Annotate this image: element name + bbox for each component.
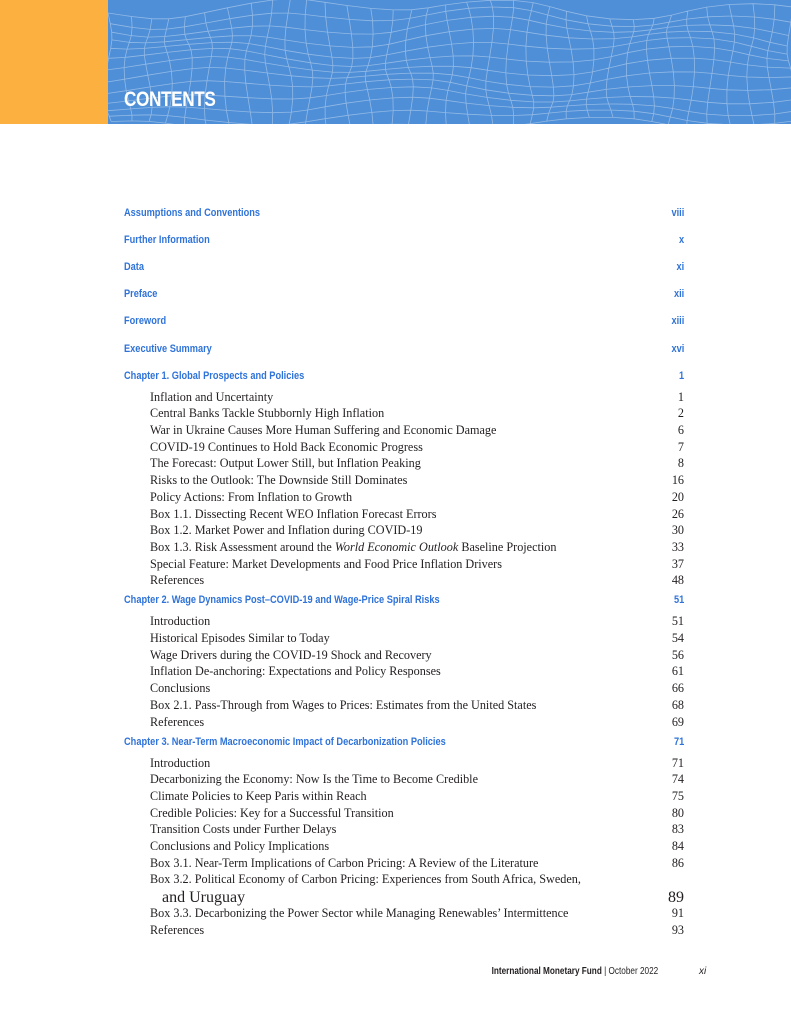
toc-entry[interactable] [124,872,684,888]
toc-entry[interactable] [124,557,684,573]
toc-entry[interactable] [124,423,684,439]
toc-entry-title: Chapter 1. Global Prospects and Policies [124,369,305,382]
toc-entry[interactable] [124,772,684,788]
header-banner [0,0,791,124]
toc-entry-page: 84 [671,839,684,853]
toc-entry[interactable] [124,261,684,277]
footer-page-number: xi [699,966,707,977]
toc-entry-page: xii [673,288,684,301]
toc-entry-page: 80 [671,805,684,820]
toc-entry-page: 1 [677,389,684,404]
toc-entry-page: 51 [671,614,684,629]
toc-entry[interactable] [124,715,684,731]
toc-entry-title: Chapter 2. Wage Dynamics Post–COVID-19 and Wage-Price Spiral Risks [124,594,440,607]
toc-entry-title: Wage Drivers during the COVID-19 Shock and Recovery [150,647,432,662]
toc-entry[interactable] [124,343,684,359]
toc-entry-page: xiii [671,315,684,328]
toc-entry-title: Special Feature: Market Developments and Food Price Inflation Drivers [150,556,502,571]
toc-entry[interactable] [124,856,684,872]
toc-entry-page: 66 [671,681,684,696]
toc-entry-page: 71 [671,755,684,770]
toc-entry[interactable] [124,594,684,610]
toc-entry-page: 33 [671,539,684,554]
toc-entry-title: War in Ukraine Causes More Human Suffering and Economic Damage [150,423,497,437]
toc-entry[interactable] [124,390,684,406]
footer-organization: International Monetary Fund [491,966,602,977]
toc-entry-title: Conclusions [150,681,211,696]
toc-entry-title: Box 3.1. Near-Term Implications of Carbon Pricing: A Review of the Literature [150,855,539,870]
toc-entry-title: Risks to the Outlook: The Downside Still Dominates [150,473,408,488]
toc-entry-page: 1 [678,369,684,382]
toc-entry[interactable] [124,440,684,456]
page-footer [0,966,791,980]
toc-entry-title: COVID-19 Continues to Hold Back Economic Progress [150,439,423,454]
toc-entry-title: Credible Policies: Key for a Successful Transition [150,805,394,820]
toc-entry[interactable] [124,573,684,589]
toc-entry[interactable] [124,315,684,331]
toc-entry-title: Further Information [124,234,210,247]
toc-entry-title: Decarbonizing the Economy: Now Is the Time to Become Credible [150,772,478,787]
toc-entry-page: 56 [671,647,684,662]
toc-entry-title: Foreword [124,315,167,328]
toc-entry[interactable] [124,614,684,630]
toc-entry-title: Central Banks Tackle Stubbornly High Inflation [150,406,385,421]
page-title: CONTENTS [124,88,216,111]
toc-entry-page: 89 [668,889,684,907]
toc-entry[interactable] [124,473,684,489]
toc-entry-title: Inflation and Uncertainty [150,389,274,404]
toc-entry-page: 6 [677,423,684,437]
toc-entry[interactable] [124,288,684,304]
footer-date: October 2022 [608,966,658,977]
toc-entry-title: References [150,922,205,937]
toc-entry[interactable] [124,648,684,664]
toc-entry-page: 83 [671,822,684,837]
toc-entry-page: 51 [673,594,684,607]
toc-entry-title: Conclusions and Policy Implications [150,839,330,853]
toc-entry-page: 74 [671,772,684,787]
toc-entry[interactable] [124,370,684,386]
toc-entry-title: Preface [124,288,158,301]
toc-entry-title: Box 1.3. Risk Assessment around the World Economic Outlook Baseline Projection [150,539,557,554]
toc-entry-title: and Uruguay [162,889,246,907]
banner-orange-block [0,0,108,124]
toc-entry-page: 20 [671,489,684,504]
toc-entry-title: Transition Costs under Further Delays [150,822,337,837]
toc-entry-page: 68 [671,697,684,712]
toc-entry-title: Policy Actions: From Inflation to Growth [150,489,353,504]
toc-entry[interactable] [124,681,684,697]
toc-entry[interactable] [124,631,684,647]
toc-entry[interactable] [124,664,684,680]
toc-entry-page: 26 [671,506,684,521]
footer-source [491,966,658,977]
toc-entry-title: Data [124,261,145,274]
toc-entry-page: 2 [677,406,684,421]
toc-entry-page: x [678,234,684,247]
toc-entry-title: Inflation De-anchoring: Expectations and Policy Responses [150,664,441,679]
toc-entry[interactable] [124,490,684,506]
toc-entry[interactable] [124,523,684,539]
toc-entry[interactable] [124,234,684,250]
toc-entry-title: Box 2.1. Pass-Through from Wages to Prices: Estimates from the United States [150,697,537,712]
footer-separator: | [601,966,609,977]
toc-entry-italic: World Economic Outlook [334,539,459,554]
toc-entry-title: Introduction [150,614,211,629]
toc-entry-page: 54 [671,631,684,645]
toc-entry-page: 30 [671,523,684,538]
toc-entry-page: 48 [671,573,684,588]
toc-entry-page: 75 [671,788,684,803]
toc-entry[interactable] [124,889,684,905]
toc-entry-title: References [150,714,205,729]
toc-entry-page: viii [671,207,684,219]
toc-entry-title: References [150,573,205,588]
toc-entry[interactable] [124,207,684,223]
toc-entry-page: 91 [671,905,684,920]
toc-entry-page: 16 [671,473,684,488]
toc-entry-title: Introduction [150,755,211,770]
toc-entry-page: 61 [671,664,684,679]
toc-entry-title: Box 3.3. Decarbonizing the Power Sector while Managing Renewables’ Intermittence [150,905,569,920]
toc-entry[interactable] [124,806,684,822]
toc-entry-title: Assumptions and Conventions [124,207,261,219]
toc-entry-page: xvi [671,342,684,355]
toc-entry-page: 71 [673,735,684,748]
toc-entry[interactable] [124,839,684,855]
toc-entry[interactable] [124,756,684,772]
toc-entry-page: xi [676,261,684,274]
toc-entry-page: 86 [671,855,684,870]
toc-entry[interactable] [124,789,684,805]
toc-entry-page: 69 [671,714,684,729]
toc-entry-title: Box 1.2. Market Power and Inflation during COVID-19 [150,523,423,538]
toc-entry[interactable] [124,736,684,752]
toc-entry[interactable] [124,540,684,556]
toc-entry-title: Executive Summary [124,342,212,355]
toc-entry[interactable] [124,507,684,523]
toc-entry-title: Box 1.1. Dissecting Recent WEO Inflation Forecast Errors [150,506,437,521]
toc-entry-page: 7 [677,439,684,454]
toc-entry-title: The Forecast: Output Lower Still, but Inflation Peaking [150,456,421,471]
toc-entry-title: Climate Policies to Keep Paris within Reach [150,788,367,803]
toc-entry-title: Historical Episodes Similar to Today [150,631,330,645]
toc-entry-page: 93 [671,922,684,937]
toc-entry[interactable] [124,906,684,922]
toc-entry-page: 8 [677,456,684,471]
toc-entry[interactable] [124,822,684,838]
toc-entry[interactable] [124,698,684,714]
toc-entry[interactable] [124,923,684,939]
toc-entry[interactable] [124,406,684,422]
toc-entry-title: Box 3.2. Political Economy of Carbon Pricing: Experiences from South Africa, Sweden, [150,872,581,887]
toc-entry-page: 37 [671,556,684,571]
toc-entry-title: Chapter 3. Near-Term Macroeconomic Impact of Decarbonization Policies [124,735,446,748]
toc-entry[interactable] [124,456,684,472]
